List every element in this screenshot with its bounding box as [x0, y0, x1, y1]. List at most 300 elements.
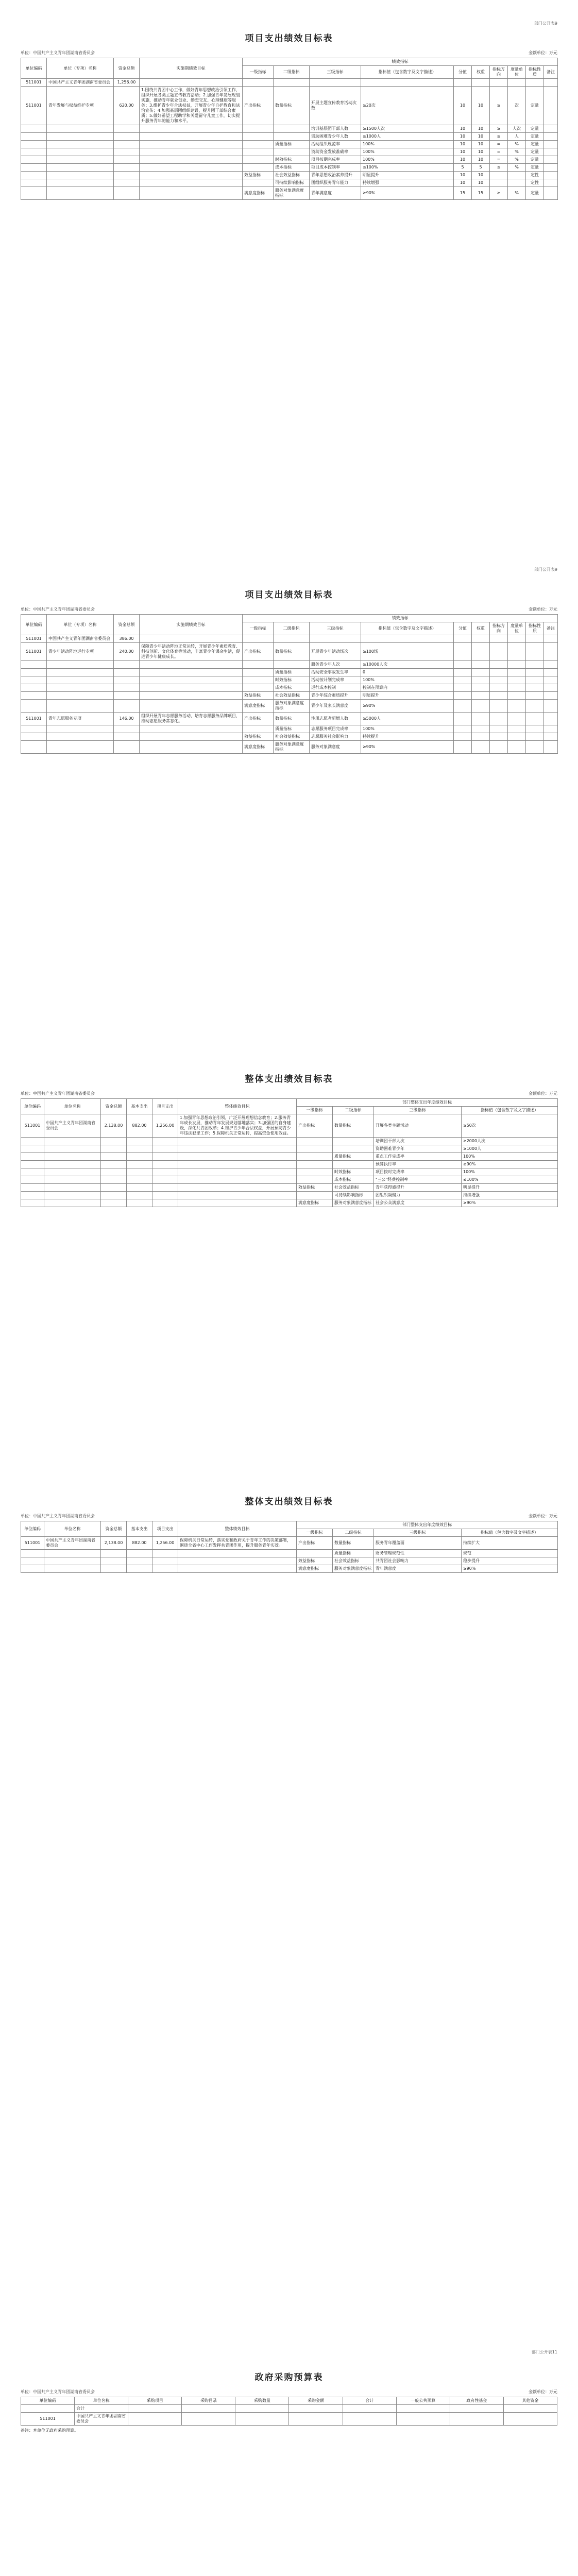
table-cell: ≥10000人次	[361, 661, 454, 669]
sheet-title: 整体支出绩效目标表	[245, 1497, 333, 1507]
table-cell: ≥1500人次	[361, 125, 454, 133]
table-cell: 100%	[361, 676, 454, 684]
table-cell	[454, 79, 472, 87]
table-cell	[472, 741, 490, 754]
col-indicator: 部门整体支出年度绩效目标	[297, 1099, 558, 1107]
table-cell	[178, 1199, 297, 1207]
col-name: 单位名称	[44, 1521, 101, 1537]
table-cell: 100%	[361, 148, 454, 156]
col-l1: 一级指标	[297, 1107, 333, 1114]
table-cell	[44, 1138, 101, 1145]
table-cell: 质量指标	[333, 1153, 374, 1161]
col-l3: 三级指标	[310, 622, 361, 635]
table-cell: 团组织服务青年能力	[310, 179, 361, 187]
table-cell: 社会效益指标	[333, 1557, 374, 1565]
table-cell	[127, 1145, 152, 1153]
table-cell	[343, 2405, 396, 2413]
unit-label: 单位：中国共产主义青年团湖南省委员会	[21, 1514, 95, 1518]
table-cell	[21, 1145, 44, 1153]
table-cell: ≥90%	[361, 741, 454, 754]
col-name: 单位（专项）名称	[47, 58, 114, 79]
table-cell	[526, 79, 544, 87]
table-cell	[178, 1145, 297, 1153]
performance-table	[21, 58, 558, 200]
table-cell	[243, 676, 274, 684]
table-cell	[243, 684, 274, 692]
table-row	[21, 1565, 558, 1573]
table-cell: 511001	[21, 79, 47, 87]
col-value: 指标值（包含数字及文字描述）	[361, 66, 454, 79]
table-cell	[21, 2405, 75, 2413]
table-cell	[243, 179, 274, 187]
table-cell: 合计	[343, 2397, 396, 2405]
table-cell	[544, 643, 558, 661]
table-cell	[243, 661, 274, 669]
table-cell: 培训基层团干部人数	[310, 125, 361, 133]
table-cell: 产出指标	[243, 713, 274, 725]
table-cell	[101, 1145, 127, 1153]
table-cell	[472, 643, 490, 661]
table-cell	[182, 2405, 235, 2413]
table-cell: 满意度指标	[297, 1565, 333, 1573]
col-l1: 一级指标	[243, 622, 274, 635]
col-l1: 一级指标	[297, 1529, 333, 1537]
table-cell	[178, 1550, 297, 1557]
table-cell	[114, 156, 140, 164]
table-cell: %	[508, 187, 526, 200]
table-cell	[289, 2405, 343, 2413]
col-weight: 权重	[472, 622, 490, 635]
table-cell: 511001	[21, 2413, 75, 2426]
table-cell	[152, 1557, 178, 1565]
unit-label: 单位：中国共产主义青年团湖南省委员会	[21, 50, 95, 55]
table-cell	[44, 1168, 101, 1176]
table-cell: 100%	[462, 1168, 558, 1176]
col-score: 分值	[454, 622, 472, 635]
table-cell: 持续扩大	[462, 1537, 558, 1550]
col-score: 分值	[454, 66, 472, 79]
table-cell: 人	[508, 133, 526, 141]
col-weight: 权重	[472, 66, 490, 79]
table-cell	[114, 676, 140, 684]
table-cell	[274, 133, 310, 141]
sheet-overall-performance-2	[21, 1484, 557, 1573]
table-cell: 数量指标	[333, 1114, 374, 1138]
table-cell	[454, 725, 472, 733]
table-cell: 10	[454, 141, 472, 148]
table-cell	[454, 700, 472, 713]
table-cell	[343, 2413, 396, 2426]
table-cell	[544, 700, 558, 713]
table-cell	[101, 1161, 127, 1168]
col-basic: 基本支出	[127, 1099, 152, 1114]
table-row	[21, 692, 558, 700]
table-cell	[454, 733, 472, 741]
table-cell: 财务管理规范性	[374, 1550, 462, 1557]
table-cell	[454, 676, 472, 684]
table-cell: 2,138.00	[101, 1537, 127, 1550]
table-cell	[508, 172, 526, 179]
table-cell	[274, 79, 310, 87]
table-cell	[454, 741, 472, 754]
table-cell	[310, 79, 361, 87]
table-cell	[21, 141, 47, 148]
table-cell	[472, 661, 490, 669]
table-cell	[152, 1192, 178, 1199]
table-cell: %	[508, 156, 526, 164]
table-cell: 10	[454, 148, 472, 156]
table-cell	[490, 692, 508, 700]
table-cell	[127, 1557, 152, 1565]
col-project: 项目支出	[152, 1099, 178, 1114]
table-cell	[297, 1153, 333, 1161]
table-cell: ≥5000人	[361, 713, 454, 725]
table-cell: 定量	[526, 87, 544, 125]
table-cell	[178, 1176, 297, 1184]
table-cell	[47, 733, 114, 741]
col-code: 单位编码	[21, 1521, 44, 1537]
table-cell	[152, 1184, 178, 1192]
table-cell: 采购数量	[235, 2397, 289, 2405]
table-cell	[114, 692, 140, 700]
table-cell	[21, 1176, 44, 1184]
table-cell	[182, 2413, 235, 2426]
table-cell: 单位名称	[75, 2397, 128, 2405]
table-cell	[490, 713, 508, 725]
table-row	[21, 79, 558, 87]
table-cell	[178, 1168, 297, 1176]
table-cell: 注册志愿者新增人数	[310, 713, 361, 725]
table-cell	[544, 87, 558, 125]
table-cell: 10	[472, 179, 490, 187]
table-cell	[490, 684, 508, 692]
table-cell	[526, 725, 544, 733]
table-cell	[544, 156, 558, 164]
table-row	[21, 1537, 558, 1550]
table-row	[21, 661, 558, 669]
col-indicator: 部门整体支出年度绩效目标	[297, 1521, 558, 1529]
table-cell	[472, 692, 490, 700]
table-cell	[544, 125, 558, 133]
table-cell	[152, 1168, 178, 1176]
table-cell	[508, 661, 526, 669]
table-cell: 数量指标	[274, 643, 310, 661]
table-cell: ≥1000人	[462, 1145, 558, 1153]
table-cell	[21, 676, 47, 684]
table-cell	[101, 1184, 127, 1192]
table-cell	[21, 661, 47, 669]
table-cell	[44, 1161, 101, 1168]
table-cell	[152, 1199, 178, 1207]
table-cell	[450, 2405, 503, 2413]
table-cell: ≥1000人	[361, 133, 454, 141]
table-cell: 服务对象满意度指标	[274, 741, 310, 754]
table-cell	[544, 148, 558, 156]
table-cell	[152, 1176, 178, 1184]
table-cell	[490, 741, 508, 754]
sheet-gov-procurement	[21, 2349, 557, 2433]
table-cell	[243, 125, 274, 133]
table-cell: 青少年及家长满意度	[310, 700, 361, 713]
table-cell: 时效指标	[274, 156, 310, 164]
table-cell: 定量	[526, 148, 544, 156]
col-amount: 资金总额	[114, 615, 140, 635]
table-cell	[178, 1153, 297, 1161]
table-cell: 成本指标	[274, 164, 310, 172]
table-cell: 10	[472, 87, 490, 125]
table-cell	[490, 635, 508, 643]
table-cell: 资助资金发放准确率	[310, 148, 361, 156]
table-cell	[544, 741, 558, 754]
table-cell: 511001	[21, 1114, 44, 1138]
table-cell	[114, 725, 140, 733]
table-cell	[21, 148, 47, 156]
table-cell: 10	[454, 125, 472, 133]
table-cell	[243, 148, 274, 156]
table-cell	[544, 141, 558, 148]
table-cell	[526, 733, 544, 741]
table-cell	[21, 1199, 44, 1207]
overall-table	[21, 1521, 558, 1573]
table-cell	[544, 725, 558, 733]
table-cell	[243, 164, 274, 172]
table-cell	[490, 661, 508, 669]
table-cell: 定量	[526, 141, 544, 148]
table-cell: 控制在预算内	[361, 684, 454, 692]
col-indicator: 绩效指标	[243, 615, 558, 622]
col-l2: 二级指标	[333, 1107, 374, 1114]
col-code: 单位编码	[21, 1099, 44, 1114]
table-cell	[47, 676, 114, 684]
col-l2: 二级指标	[274, 66, 310, 79]
table-cell	[47, 187, 114, 200]
table-row	[21, 1192, 558, 1199]
table-cell: 资助困难青少年	[374, 1145, 462, 1153]
table-cell: 511001	[21, 635, 47, 643]
table-cell: 产出指标	[297, 1537, 333, 1550]
table-cell	[114, 741, 140, 754]
table-cell: =	[490, 156, 508, 164]
table-cell: 效益指标	[243, 733, 274, 741]
table-cell: 效益指标	[243, 172, 274, 179]
table-cell	[361, 79, 454, 87]
table-cell	[544, 661, 558, 669]
col-l3: 三级指标	[374, 1529, 462, 1537]
table-cell: 10	[454, 87, 472, 125]
col-goal: 整体绩效目标	[178, 1099, 297, 1114]
table-row	[21, 2405, 557, 2413]
table-cell	[472, 725, 490, 733]
table-cell: "三公"经费控制率	[374, 1176, 462, 1184]
table-cell	[243, 156, 274, 164]
table-cell	[101, 1199, 127, 1207]
table-cell: 386.00	[114, 635, 140, 643]
table-cell	[490, 79, 508, 87]
table-cell: 项目按时完成率	[374, 1168, 462, 1176]
table-cell: 活动安全事故发生率	[310, 669, 361, 676]
table-cell	[21, 1138, 44, 1145]
table-cell	[114, 733, 140, 741]
table-cell	[114, 172, 140, 179]
table-row	[21, 125, 558, 133]
table-cell	[114, 179, 140, 187]
table-cell	[454, 713, 472, 725]
table-cell: 中国共产主义青年团湖南省委员会	[44, 1537, 101, 1550]
table-cell: 服务对象满意度指标	[333, 1199, 374, 1207]
table-cell: 中国共产主义青年团湖南省委员会	[47, 79, 114, 87]
table-cell: 15	[454, 187, 472, 200]
table-cell	[47, 692, 114, 700]
table-row	[21, 1145, 558, 1153]
table-cell	[243, 141, 274, 148]
table-cell	[178, 1161, 297, 1168]
table-cell: 青少年活动阵地运行专项	[47, 643, 114, 661]
sheet-project-performance-1	[21, 21, 557, 200]
table-cell	[140, 125, 243, 133]
table-cell: ≥	[490, 87, 508, 125]
overall-table	[21, 1098, 558, 1207]
footnote: 备注：本单位无政府采购预算。	[21, 2428, 78, 2433]
table-cell	[508, 733, 526, 741]
table-cell	[243, 133, 274, 141]
money-unit: 金额单位：万元	[529, 607, 557, 612]
table-cell	[44, 1557, 101, 1565]
table-cell	[472, 79, 490, 87]
table-cell: 青年满意度	[374, 1565, 462, 1573]
table-cell: 511001	[21, 87, 47, 125]
sheet-title: 整体支出绩效目标表	[245, 1074, 333, 1084]
table-cell	[21, 1168, 44, 1176]
table-cell: 2,138.00	[101, 1114, 127, 1138]
table-cell: 其他资金	[503, 2397, 557, 2405]
table-cell	[47, 700, 114, 713]
table-cell	[454, 635, 472, 643]
unit-label: 单位：中国共产主义青年团湖南省委员会	[21, 607, 95, 612]
table-cell	[544, 172, 558, 179]
table-cell	[152, 1138, 178, 1145]
table-cell	[21, 179, 47, 187]
table-cell: 质量指标	[333, 1550, 374, 1557]
table-cell	[47, 725, 114, 733]
table-cell	[44, 1176, 101, 1184]
table-cell: 100%	[361, 725, 454, 733]
table-cell: 240.00	[114, 643, 140, 661]
sheet-title: 政府采购预算表	[254, 2372, 324, 2383]
table-cell: 定量	[526, 187, 544, 200]
table-cell: %	[508, 148, 526, 156]
table-cell: 稳步提升	[462, 1557, 558, 1565]
table-cell: 青年满意度	[310, 187, 361, 200]
performance-table	[21, 614, 558, 754]
table-cell	[47, 148, 114, 156]
table-cell: 1,256.00	[152, 1114, 178, 1138]
table-cell	[127, 1550, 152, 1557]
table-cell	[114, 125, 140, 133]
col-total: 资金总额	[101, 1521, 127, 1537]
table-cell	[21, 692, 47, 700]
table-cell	[127, 1565, 152, 1573]
table-cell	[472, 684, 490, 692]
table-cell: 定量	[526, 125, 544, 133]
table-cell: 服务对象满意度	[310, 741, 361, 754]
table-cell	[140, 733, 243, 741]
table-cell	[140, 79, 243, 87]
table-row	[21, 669, 558, 676]
table-cell	[114, 684, 140, 692]
corner-note: 部门公开表11	[531, 2350, 557, 2354]
table-cell	[508, 684, 526, 692]
table-cell	[44, 1184, 101, 1192]
col-nature: 指标性质	[526, 622, 544, 635]
table-cell: 单位编码	[21, 2397, 75, 2405]
table-cell	[274, 125, 310, 133]
table-cell	[101, 1550, 127, 1557]
table-cell	[21, 1161, 44, 1168]
table-cell	[544, 669, 558, 676]
table-cell: 志愿服务社会影响力	[310, 733, 361, 741]
col-project: 项目支出	[152, 1521, 178, 1537]
col-value: 指标值（包含数字及文字描述）	[462, 1107, 558, 1114]
table-row	[21, 2413, 557, 2426]
table-cell: 服务对象满意度指标	[333, 1565, 374, 1573]
table-cell	[274, 148, 310, 156]
col-l3: 三级指标	[310, 66, 361, 79]
table-cell	[243, 669, 274, 676]
table-cell: ≤100%	[361, 164, 454, 172]
table-cell: 青年获得感提升	[374, 1184, 462, 1192]
table-cell	[472, 635, 490, 643]
table-cell	[152, 1565, 178, 1573]
table-cell	[101, 1138, 127, 1145]
table-cell	[508, 741, 526, 754]
table-cell	[101, 1168, 127, 1176]
table-cell	[297, 1550, 333, 1557]
table-cell	[243, 635, 274, 643]
table-cell: 运行成本控制	[310, 684, 361, 692]
table-cell: 1,256.00	[114, 79, 140, 87]
table-cell	[140, 661, 243, 669]
table-cell: 产出指标	[297, 1114, 333, 1138]
table-cell: 10	[472, 148, 490, 156]
table-cell	[21, 125, 47, 133]
table-cell: ≥	[490, 187, 508, 200]
table-cell: ≥	[490, 133, 508, 141]
table-cell	[128, 2405, 182, 2413]
table-cell: 5	[454, 164, 472, 172]
table-cell: 采购目录	[182, 2397, 235, 2405]
col-basic: 基本支出	[127, 1521, 152, 1537]
table-cell	[127, 1199, 152, 1207]
table-cell: 人次	[508, 125, 526, 133]
table-cell: 10	[454, 172, 472, 179]
table-cell: 团组织凝聚力	[374, 1192, 462, 1199]
money-unit: 金额单位：万元	[529, 50, 557, 55]
table-cell	[544, 164, 558, 172]
table-cell	[21, 669, 47, 676]
money-unit: 金额单位：万元	[529, 1091, 557, 1096]
table-cell	[544, 684, 558, 692]
table-cell: ≥20次	[361, 87, 454, 125]
table-cell	[140, 172, 243, 179]
table-cell	[21, 1565, 44, 1573]
table-cell	[101, 1557, 127, 1565]
table-cell: 定性	[526, 179, 544, 187]
table-cell	[526, 692, 544, 700]
table-cell: 时效指标	[274, 676, 310, 684]
table-cell	[114, 141, 140, 148]
table-cell: 保障青少年活动阵地正常运转，开展青少年素质教育、科技创新、文化体育等活动，丰富青少年课余生活，促进青少年健康成长。	[140, 643, 243, 661]
table-cell	[127, 1168, 152, 1176]
